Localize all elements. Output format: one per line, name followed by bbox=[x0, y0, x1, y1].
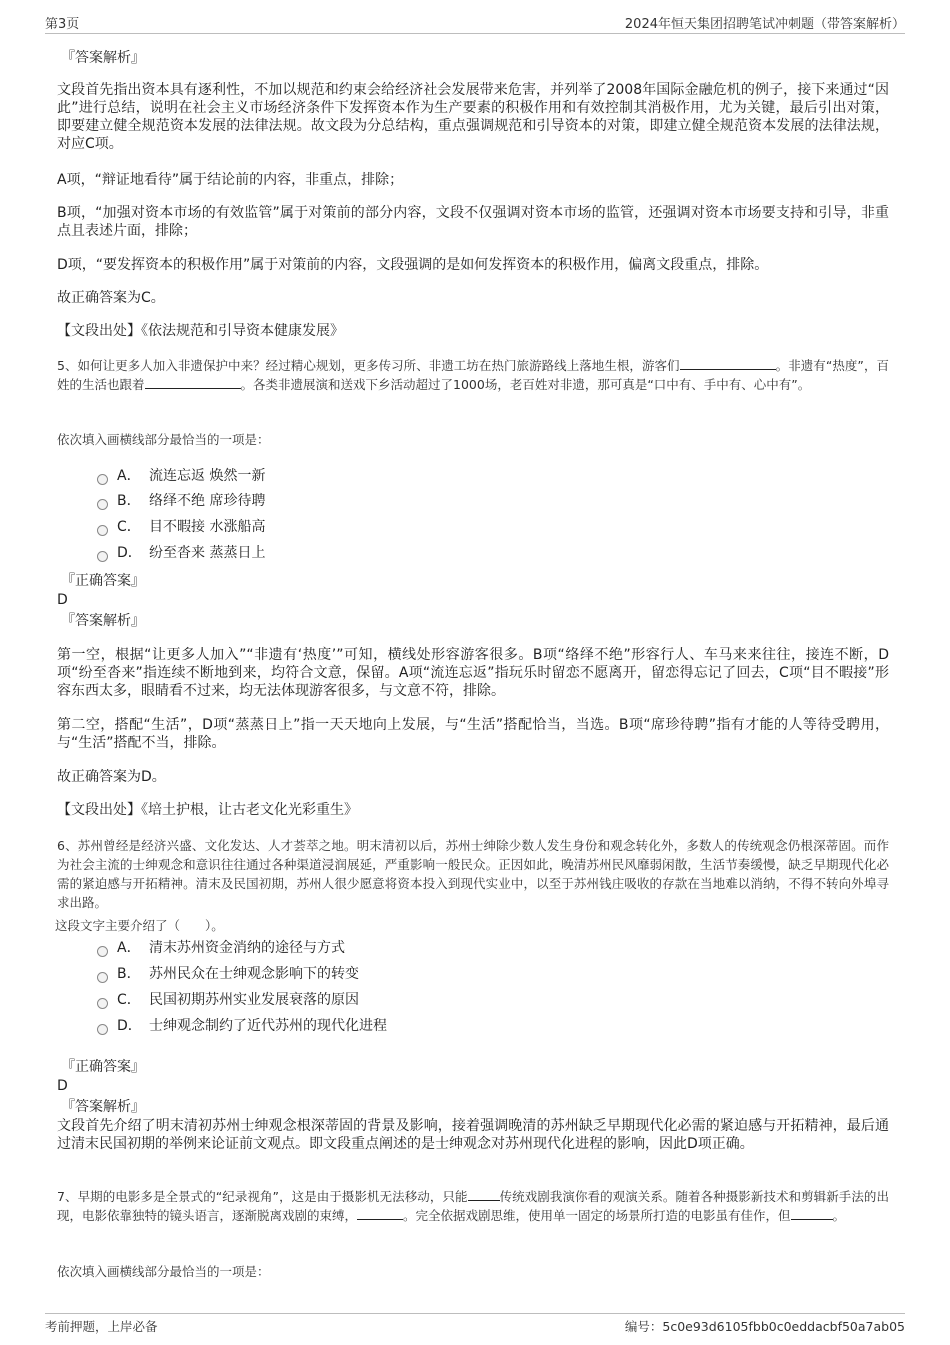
q5-stem-part2: 。非遗有“热度”，百姓的生活也跟着 bbox=[57, 358, 889, 392]
q5-option-b[interactable] bbox=[97, 492, 265, 510]
q7-blank-2 bbox=[357, 1207, 403, 1220]
q5-option-d-text: 纷至沓来 蒸蒸日上 bbox=[149, 545, 266, 561]
q6-option-d[interactable] bbox=[97, 1017, 387, 1035]
q5-option-d[interactable] bbox=[97, 544, 265, 562]
page-footer bbox=[45, 1313, 905, 1334]
q7-stem bbox=[57, 1187, 889, 1225]
q5-stem-part1: 5、如何让更多人加入非遗保护中来？经过精心规划，更多传习所、非遗工坊在热门旅游路线上落地生根，游客们 bbox=[57, 358, 680, 373]
q7-stem-part4: 。 bbox=[832, 1208, 846, 1223]
q5-stem-part3: 。各类非遗展演和送戏下乡活动超过了1000场，老百姓对非遗，那可真是“口中有、手中有、心中有”。 bbox=[240, 377, 811, 392]
document-title: 2024年恒天集团招聘笔试冲刺题（带答案解析） bbox=[624, 17, 905, 32]
q6-analysis-para1: 文段首先介绍了明末清初苏州士绅观念根深蒂固的背景及影响，接着强调晚清的苏州缺乏早期现代化必需的紧迫感与开拓精神，最后通过清末民国初期的举例来论证前文观点。即文段重点阐述的是士绅观念对苏州现代化进程的影响，因此D项正确。 bbox=[57, 1118, 889, 1152]
q4-analysis-option-b: B项，“加强对资本市场的有效监管”属于对策前的部分内容，文段不仅强调对资本市场的监管，还强调对资本市场要支持和引导，非重点且表述片面，排除； bbox=[57, 205, 889, 239]
q7-blank-3 bbox=[791, 1207, 833, 1220]
footer-serial bbox=[625, 1317, 905, 1335]
radio-icon[interactable] bbox=[97, 525, 108, 536]
q6-answer-label: 『正确答案』 bbox=[61, 1059, 145, 1075]
radio-icon[interactable] bbox=[97, 1024, 108, 1035]
radio-icon[interactable] bbox=[97, 946, 108, 957]
q6-option-c[interactable] bbox=[97, 991, 359, 1009]
radio-icon[interactable] bbox=[97, 998, 108, 1009]
q6-option-c-text: 民国初期苏州实业发展衰落的原因 bbox=[149, 992, 359, 1008]
q4-analysis-option-d: D项，“要发挥资本的积极作用”属于对策前的内容，文段强调的是如何发挥资本的积极作用，偏离文段重点，排除。 bbox=[57, 257, 769, 273]
q6-analysis-label: 『答案解析』 bbox=[61, 1099, 145, 1115]
q5-option-b-text: 络绎不绝 席珍待聘 bbox=[149, 493, 266, 509]
q5-stem bbox=[57, 356, 889, 394]
page-header bbox=[45, 13, 905, 34]
q7-stem-part2: 传统戏剧我演你看的观演关系。随着各种摄影新技术和剪辑新手法的出现，电影依靠独特的镜头语言，逐渐脱离戏剧的束缚， bbox=[57, 1189, 889, 1223]
q6-option-b[interactable] bbox=[97, 965, 359, 983]
q6-option-d-letter: D． bbox=[117, 1018, 142, 1034]
q5-blank-2 bbox=[145, 376, 241, 389]
q5-analysis-para1: 第一空，根据“让更多人加入”“非遗有‘热度’”可知，横线处形容游客很多。B项“络绎不绝”形容行人、车马来来往往，接连不断，D项“纷至沓来”指连续不断地到来，均符合文意，保留。A项“流连忘返”指玩乐时留恋不愿离开，留恋得忘记了回去，C项“目不暇接”形容东西太多，眼睛看不过来，均无法体现游客很多，与文意不符，排除。 bbox=[57, 647, 889, 699]
q6-option-a[interactable] bbox=[97, 939, 345, 957]
q7-stem-part1: 7、早期的电影多是全景式的“纪录视角”，这是由于摄影机无法移动，只能 bbox=[57, 1189, 468, 1204]
q5-analysis-label: 『答案解析』 bbox=[61, 613, 145, 629]
q4-analysis-label: 『答案解析』 bbox=[61, 50, 145, 66]
radio-icon[interactable] bbox=[97, 499, 108, 510]
q5-answer-label: 『正确答案』 bbox=[61, 573, 145, 589]
radio-icon[interactable] bbox=[97, 972, 108, 983]
q6-option-c-letter: C． bbox=[117, 992, 141, 1008]
q5-prompt: 依次填入画横线部分最恰当的一项是： bbox=[57, 432, 270, 447]
q7-prompt: 依次填入画横线部分最恰当的一项是： bbox=[57, 1264, 270, 1279]
q5-option-a-text: 流连忘返 焕然一新 bbox=[149, 468, 266, 484]
q5-answer: D bbox=[57, 592, 68, 608]
footer-serial-number: 5c0e93d6105fbb0c0eddacbf50a7ab05 bbox=[662, 1319, 905, 1334]
q4-analysis-para1: 文段首先指出资本具有逐利性，不加以规范和约束会给经济社会发展带来危害，并列举了2008年国际金融危机的例子，接下来通过“因此”进行总结，说明在社会主义市场经济条件下发挥资本作为生产要素的积极作用和有效控制其消极作用，尤为关键，最后引出对策，即要建立健全规范资本发展的法律法规。故文段为分总结构，重点强调规范和引导资本的对策，即建立健全规范资本发展的法律法规，对应C项。 bbox=[57, 82, 889, 152]
q6-option-d-text: 士绅观念制约了近代苏州的现代化进程 bbox=[149, 1018, 387, 1034]
radio-icon[interactable] bbox=[97, 551, 108, 562]
q4-conclusion: 故正确答案为C。 bbox=[57, 290, 165, 306]
q5-option-a-letter: A． bbox=[117, 468, 141, 484]
footer-serial-label: 编号： bbox=[624, 1319, 663, 1334]
q5-source: 【文段出处】《培土护根，让古老文化光彩重生》 bbox=[57, 802, 358, 818]
q5-option-b-letter: B． bbox=[117, 493, 141, 509]
radio-icon[interactable] bbox=[97, 474, 108, 485]
q7-blank-1 bbox=[468, 1188, 500, 1201]
q4-source: 【文段出处】《依法规范和引导资本健康发展》 bbox=[57, 323, 344, 339]
footer-slogan: 考前押题，上岸必备 bbox=[45, 1319, 158, 1334]
q5-option-a[interactable] bbox=[97, 467, 265, 485]
q5-option-c[interactable] bbox=[97, 518, 265, 536]
q5-option-d-letter: D． bbox=[117, 545, 142, 561]
q6-stem: 6、苏州曾经是经济兴盛、文化发达、人才荟萃之地。明末清初以后，苏州士绅除少数人发生身份和观念转化外，多数人的传统观念仍根深蒂固。而作为社会主流的士绅观念和意识往往通过各种渠道浸润展延，严重影响一般民众。正因如此，晚清苏州民风靡弱闲散，生活节奏缓慢，缺乏早期现代化必需的紧迫感与开拓精神。清末及民国初期，苏州人很少愿意将资本投入到现代实业中，以至于苏州钱庄吸收的存款在当地难以消纳，不得不转向外埠寻求出路。 bbox=[57, 838, 889, 910]
q6-option-a-text: 清末苏州资金消纳的途径与方式 bbox=[149, 940, 345, 956]
q5-option-c-text: 目不暇接 水涨船高 bbox=[149, 519, 266, 535]
q5-option-c-letter: C． bbox=[117, 519, 141, 535]
q6-prompt: 这段文字主要介绍了（ ）。 bbox=[55, 918, 224, 933]
q6-option-b-text: 苏州民众在士绅观念影响下的转变 bbox=[149, 966, 359, 982]
q6-option-b-letter: B． bbox=[117, 966, 141, 982]
q5-analysis-para2: 第二空，搭配“生活”，D项“蒸蒸日上”指一天天地向上发展，与“生活”搭配恰当，当选。B项“席珍待聘”指有才能的人等待受聘用，与“生活”搭配不当，排除。 bbox=[57, 717, 889, 751]
q6-answer: D bbox=[57, 1078, 68, 1094]
q7-stem-part3: 。完全依据戏剧思维，使用单一固定的场景所打造的电影虽有佳作，但 bbox=[403, 1208, 791, 1223]
q6-option-a-letter: A． bbox=[117, 940, 141, 956]
page-number: 第3页 bbox=[45, 17, 80, 32]
q5-conclusion: 故正确答案为D。 bbox=[57, 769, 166, 785]
q4-analysis-option-a: A项，“辩证地看待”属于结论前的内容，非重点，排除； bbox=[57, 172, 404, 188]
q5-blank-1 bbox=[680, 357, 776, 370]
